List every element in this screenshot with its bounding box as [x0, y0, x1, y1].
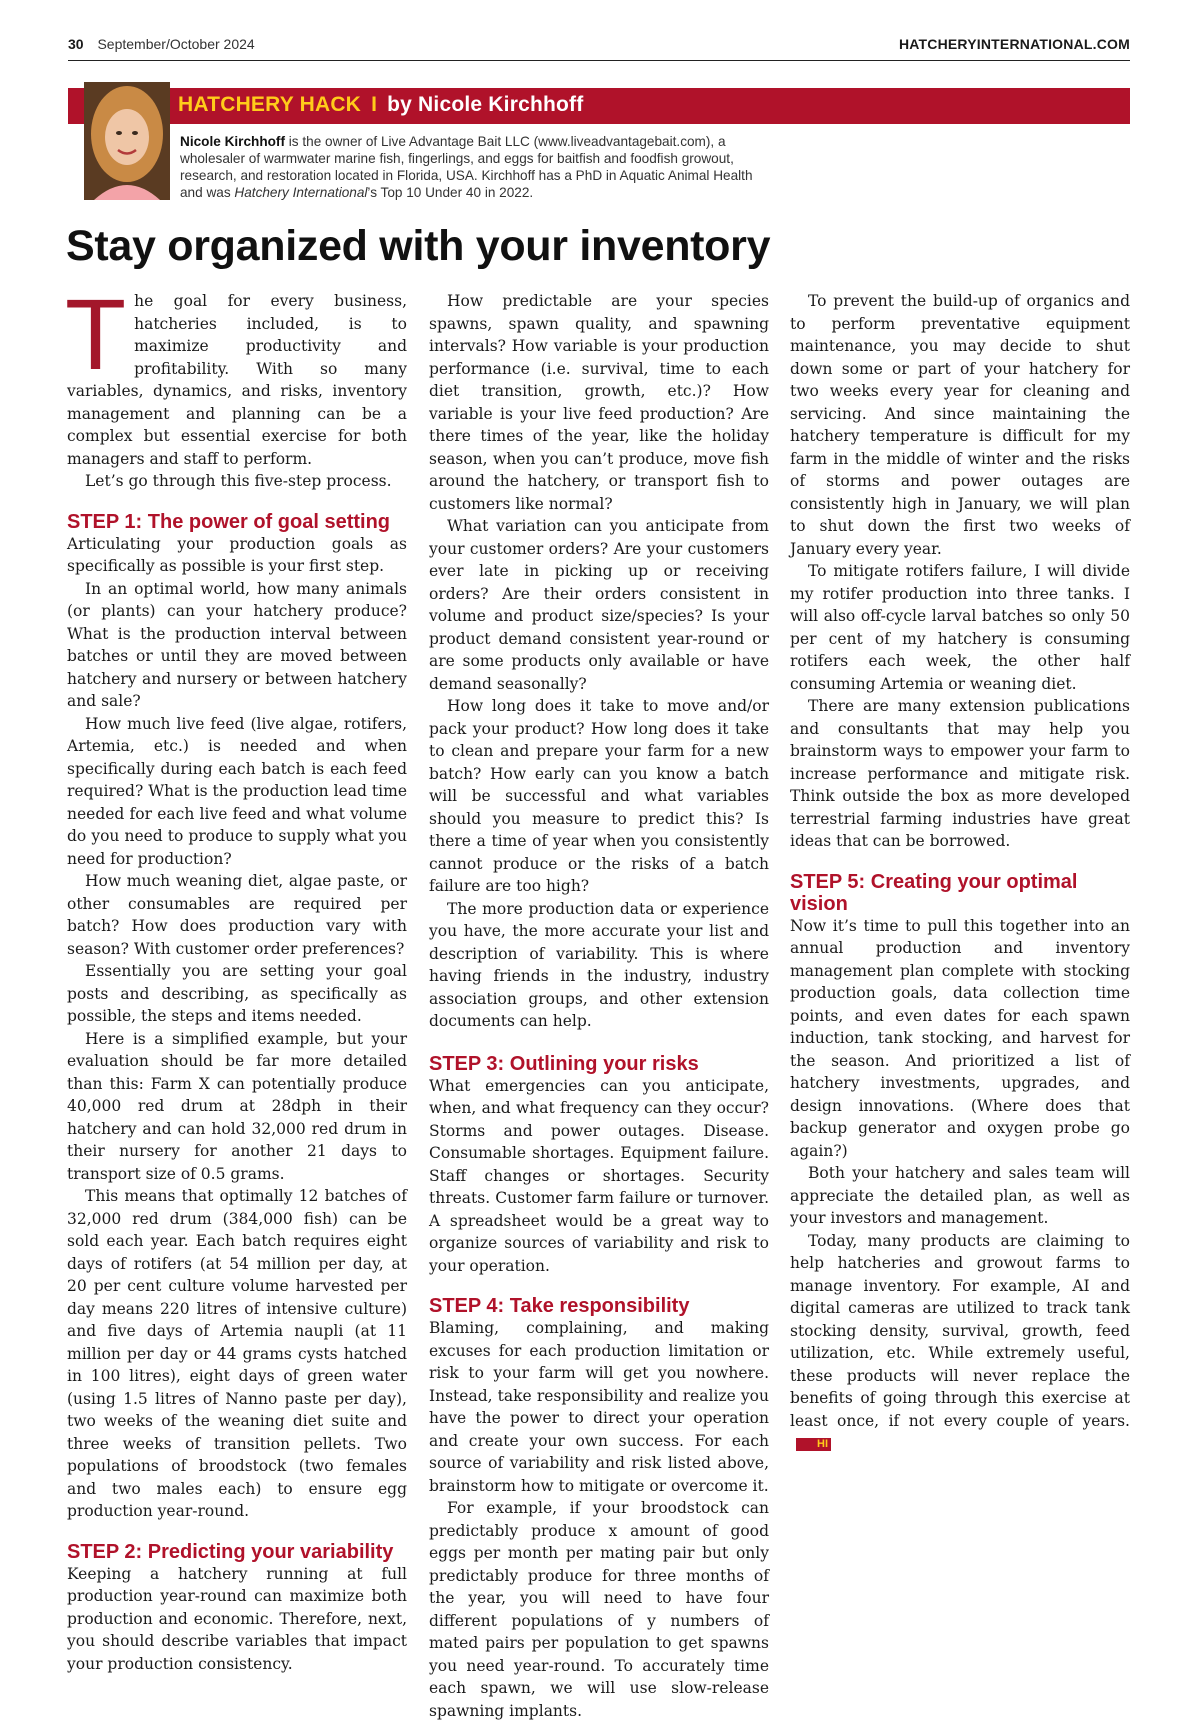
banner-separator: I	[371, 93, 378, 116]
paragraph: Keeping a hatchery running at full production year-round can maximize both production and economic. Therefore, next, you should describe variables that impact your production consistency.	[67, 1564, 407, 1673]
article-column-2	[429, 290, 769, 1722]
paragraph: Articulating your production goals as specifically as possible is your first step.	[67, 534, 407, 575]
paragraph: How predictable are your species spawns, spawn quality, and spawning intervals? How variable is your production performance (i.e. survival, time to each diet transition, growth, etc.)? How variable is your live feed production? Are there times of the year, like the holiday season, when you can’t produce, move fish around the hatchery, or transport fish to customers like normal?	[429, 292, 769, 513]
drop-cap: T	[65, 279, 127, 391]
paragraph: How much weaning diet, algae paste, or other consumables are required per batch? How does production vary with season? With customer order preferences?	[67, 872, 407, 958]
author-photo	[84, 82, 170, 200]
bio-publication: Hatchery International	[234, 185, 368, 200]
article-title: Stay organized with your inventory	[66, 222, 771, 270]
byline: by Nicole Kirchhoff	[387, 93, 584, 116]
intro-paragraph: Let’s go through this five-step process.	[85, 472, 392, 490]
header-rule	[68, 60, 1130, 61]
paragraph: What emergencies can you anticipate, when, and what frequency can they occur? Storms and power outages. Disease. Consumable shortages. Equipment failure. Staff changes or shortages. Security threats. Customer farm failure or turnover. A spreadsheet would be a great way to organize sources of variability and risk to your operation.	[429, 1076, 769, 1275]
paragraph: In an optimal world, how many animals (or plants) can your hatchery produce? What is the production interval between batches or until they are moved between hatchery and nursery or between hatchery and sale?	[67, 579, 407, 710]
paragraph: How much live feed (live algae, rotifers, Artemia, etc.) is needed and when specifically during each batch is each feed required? What is the production lead time needed for each live feed and what volume do you need to produce to supply what you need for production?	[67, 714, 407, 868]
website-link[interactable]: HATCHERYINTERNATIONAL.COM	[898, 36, 1130, 52]
step-1-heading: STEP 1: The power of goal setting	[67, 510, 390, 533]
section-name: HATCHERY HACK	[178, 93, 362, 116]
paragraph: There are many extension publications and consultants that may help you brainstorm ways to empower your farm to increase performance and mitigate risk. Think outside the box as more developed terrestrial farming industries have great ideas that can be borrowed.	[790, 697, 1130, 850]
author-bio	[180, 133, 760, 201]
article-column-3	[790, 290, 1130, 1455]
page-number: 30	[68, 36, 84, 52]
step-3-heading: STEP 3: Outlining your risks	[429, 1052, 699, 1075]
paragraph: What variation can you anticipate from your customer orders? Are your customers ever late in picking up or receiving orders? Are their orders consistent in volume and product size/species? Is your product demand consistent year-round or are some products only available or have demand seasonally?	[429, 517, 769, 693]
paragraph: The more production data or experience you have, the more accurate your list and description of variability. This is where having friends in the industry, industry association groups, and other extension documents can help.	[429, 899, 769, 1030]
paragraph: Here is a simplified example, but your evaluation should be far more detailed than this: Farm X can potentially produce 40,000 red drum at 28dph in their hatchery and can hold 32,000 red drum in their nursery for another 21 days to transport size of 0.5 grams.	[67, 1029, 407, 1183]
paragraph: How long does it take to move and/or pack your product? How long does it take to clean and prepare your farm for a new batch? How early can you know a batch will be successful and what variables should you measure to predict this? Is there a time of year when you consistently cannot produce or the risks of a batch failure are too high?	[429, 697, 769, 895]
paragraph: To mitigate rotifers failure, I will divide my rotifer production into three tanks. I will also off-cycle larval batches so only 50 per cent of my hatchery is consuming rotifers each week, the other half consuming Artemia or weaning diet.	[790, 562, 1130, 693]
issue-date: September/October 2024	[97, 36, 255, 52]
end-mark-icon: HI	[796, 1438, 831, 1451]
paragraph: For example, if your broodstock can predictably produce x amount of good eggs per month per mating pair but only predictably produce for three months of the year, you will need to have four different populations of y numbers of mated pairs per population to get spawns you need year-round. To accurately time each spawn, we will use slow-release spawning implants.	[429, 1499, 769, 1720]
paragraph: Essentially you are setting your goal posts and describing, as specifically as possible, the steps and items needed.	[67, 962, 407, 1025]
paragraph: Now it’s time to pull this together into an annual production and inventory management plan complete with stocking production goals, data collection time points, and even dates for each spawn induction, tank stocking, and harvest for the season. And prioritized a list of hatchery investments, upgrades, and design innovations. (Where does that backup generator and oxygen probe go again?)	[790, 916, 1130, 1160]
step-4-heading: STEP 4: Take responsibility	[429, 1295, 690, 1317]
paragraph: Both your hatchery and sales team will appreciate the detailed plan, as well as your investors and management.	[790, 1164, 1130, 1227]
page-header	[68, 36, 1130, 56]
paragraph: To prevent the build-up of organics and to perform preventative equipment maintenance, you may decide to shut down some or part of your hatchery for two weeks every year for cleaning and servicing. And since maintaining the hatchery temperature is difficult for my farm in the middle of winter and the risks of storms and power outages are consistently high in January, we will plan to shut down the first two weeks of January every year.	[790, 292, 1130, 558]
author-portrait-icon	[84, 82, 170, 200]
intro-paragraph: The goal for every business, hatcheries included, is to maximize productivity and profitability. With so many variables, dynamics, and risks, inventory management and planning can be a complex but essential exercise for both managers and staff to perform.	[65, 279, 407, 468]
bio-text: is the owner of Live Advantage Bait LLC (www.liveadvantagebait.com), a wholesaler of warmwater marine fish, fingerlings, and eggs for baitfish and foodfish growout, research, and restoration located in Florida, USA. Kirchhoff has a PhD in Aquatic Animal Health and was	[180, 134, 753, 200]
step-5-heading: STEP 5: Creating your optimal vision	[790, 870, 1078, 915]
bio-name: Nicole Kirchhoff	[180, 134, 285, 149]
paragraph: Blaming, complaining, and making excuses for each production limitation or risk to your farm will get you nowhere. Instead, take responsibility and realize you have the power to direct your operation and create your own success. For each source of variability and risk listed above, brainstorm how to mitigate or overcome it.	[429, 1319, 769, 1495]
paragraph: Today, many products are claiming to help hatcheries and growout farms to manage inventory. For example, AI and digital cameras are utilized to track tank stocking density, survival, growth, feed utilization, etc. While extremely useful, these products will never replace the benefits of going through this exercise at least once, if not every couple of years.HI	[790, 1231, 1130, 1450]
banner-title	[178, 93, 583, 117]
article-column-1	[65, 279, 407, 1675]
bio-text-end: ’s Top 10 Under 40 in 2022.	[367, 185, 534, 200]
step-2-heading: STEP 2: Predicting your variability	[67, 1540, 394, 1563]
paragraph: This means that optimally 12 batches of 32,000 red drum (384,000 fish) can be sold each year. Each batch requires eight days of rotifers (at 54 million per day, at 20 per cent culture volume harvested per day means 220 litres of intensive culture) and five days of Artemia naupli (at 11 million per day or 44 grams cysts hatched in 100 litres), eight days of green water (using 1.5 litres of Nanno paste per day), two weeks of the weaning diet suite and three weeks of transition pellets. Two populations of broodstock (two females and two males each) to ensure egg production year-round.	[67, 1187, 407, 1520]
